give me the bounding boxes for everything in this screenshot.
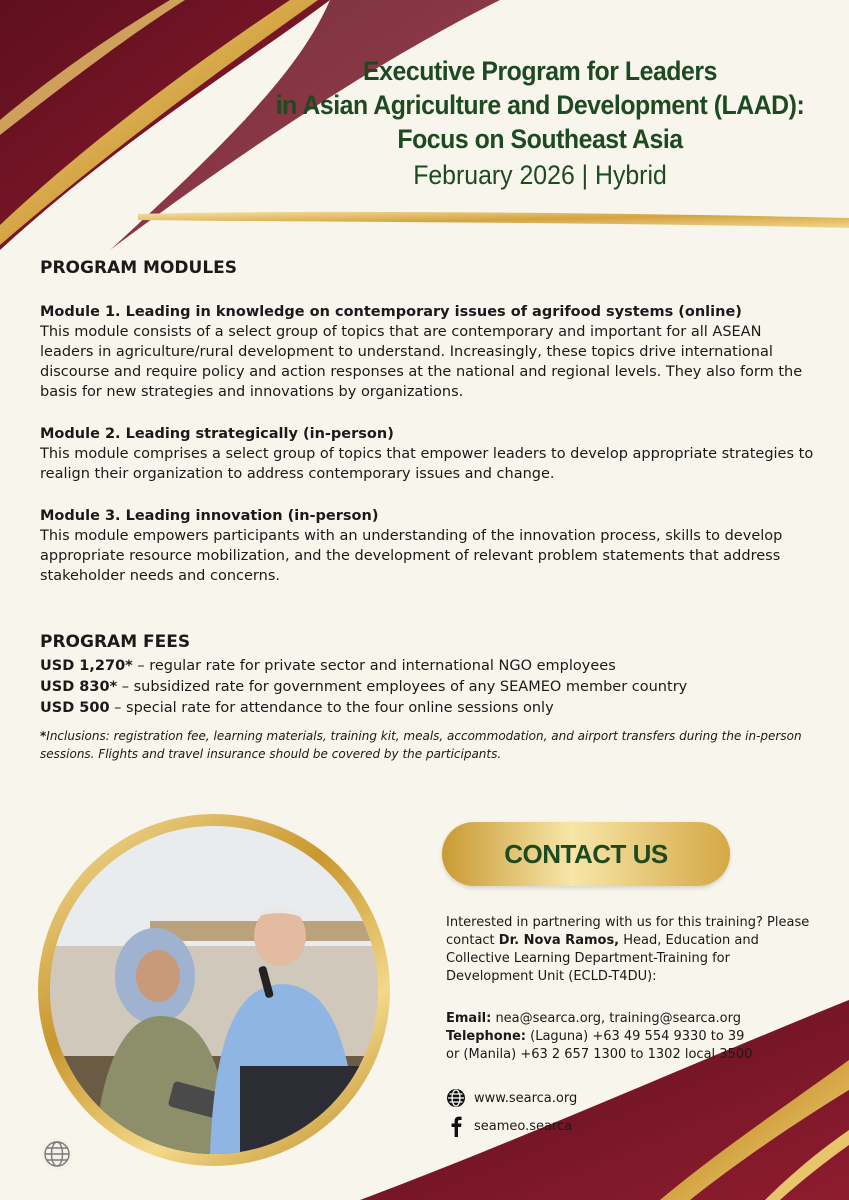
telephone-value: (Laguna) +63 49 554 9330 to 39 xyxy=(526,1029,745,1044)
fee-item xyxy=(40,698,815,719)
program-fees-section xyxy=(40,632,815,763)
module-3-body: This module empowers participants with an understanding of the innovation process, skills to develop appropriate resource mobilization, and the development of relevant problem statements that address stakeholder needs and concerns. xyxy=(40,528,783,584)
fee-amount: USD 500 xyxy=(40,700,110,716)
module-3-title: Module 3. Leading innovation (in-person) xyxy=(40,508,379,524)
program-modules-section xyxy=(40,258,815,586)
note-asterisk: * xyxy=(40,729,47,743)
module-1 xyxy=(40,302,815,402)
email-label: Email: xyxy=(446,1011,492,1026)
module-2-body: This module comprises a select group of topics that empower leaders to develop appropriate strategies to realign their organization to address contemporary issues and change. xyxy=(40,446,814,482)
contact-person-name: Dr. Nova Ramos, xyxy=(498,933,620,948)
contact-intro-before: Interested in partnering with us for this training? Please contact xyxy=(446,915,810,948)
module-1-body: This module consists of a select group of topics that are contemporary and important for all ASEAN leaders in agriculture/rural development to understand. Increasingly, these topics drive international discourse and require policy and action responses at the national and regional levels. They also form the basis for new strategies and innovations by organizations. xyxy=(40,324,803,400)
program-title-line-1: Executive Program for Leaders xyxy=(363,56,717,86)
photo-frame xyxy=(38,814,390,1166)
telephone-label: Telephone: xyxy=(446,1029,526,1044)
contact-intro xyxy=(446,914,816,986)
fee-item xyxy=(40,656,815,677)
contact-details xyxy=(446,1010,826,1064)
fees-inclusions-note xyxy=(40,727,815,763)
program-modules-heading: PROGRAM MODULES xyxy=(40,258,238,278)
contact-us-button[interactable] xyxy=(442,822,730,886)
globe-watermark-icon xyxy=(40,1137,74,1171)
module-1-title: Module 1. Leading in knowledge on contemporary issues of agrifood systems (online) xyxy=(40,304,742,320)
email-line xyxy=(446,1010,826,1028)
program-title-line-2: in Asian Agriculture and Development (LAAD): xyxy=(275,90,805,120)
program-fees-heading: PROGRAM FEES xyxy=(40,632,191,652)
facebook-link[interactable] xyxy=(446,1116,572,1136)
globe-icon xyxy=(446,1088,466,1108)
document-header xyxy=(230,54,849,192)
facebook-icon xyxy=(446,1116,466,1136)
telephone-line-2: or (Manila) +63 2 657 1300 to 1302 local 3500 xyxy=(446,1047,753,1062)
contact-us-label: CONTACT US xyxy=(504,838,668,869)
program-title-line-3: Focus on Southeast Asia xyxy=(397,124,683,154)
email-value[interactable]: nea@searca.org, training@searca.org xyxy=(491,1011,742,1026)
fee-description: – regular rate for private sector and international NGO employees xyxy=(132,658,616,674)
module-2 xyxy=(40,424,815,484)
fee-amount: USD 830* xyxy=(40,679,118,695)
telephone-line xyxy=(446,1028,826,1046)
website-text: www.searca.org xyxy=(474,1090,578,1106)
program-date-format: February 2026 | Hybrid xyxy=(413,160,667,190)
facebook-text: seameo.searca xyxy=(474,1118,573,1134)
module-3 xyxy=(40,506,815,586)
fee-item xyxy=(40,677,815,698)
fee-description: – subsidized rate for government employees of any SEAMEO member country xyxy=(117,679,688,695)
contact-intro-after: Head, Education and Collective Learning Department-Training for Development Unit (ECLD-T4DU): xyxy=(446,933,759,984)
participants-photo xyxy=(50,826,378,1154)
fee-amount: USD 1,270* xyxy=(40,658,133,674)
note-text: Inclusions: registration fee, learning materials, training kit, meals, accommodation, and airport transfers during the in-person sessions. Flights and travel insurance should be covered by the participants. xyxy=(40,729,802,761)
module-2-title: Module 2. Leading strategically (in-person) xyxy=(40,426,394,442)
website-link[interactable] xyxy=(446,1088,577,1108)
fee-description: – special rate for attendance to the four online sessions only xyxy=(109,700,554,716)
